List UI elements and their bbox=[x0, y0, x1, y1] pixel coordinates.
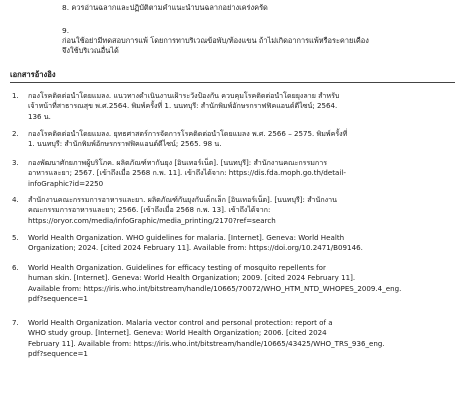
reference-number: 6. bbox=[12, 263, 19, 272]
heading-divider bbox=[10, 82, 455, 83]
reference-number: 1. bbox=[12, 91, 19, 100]
top-item-8 bbox=[62, 3, 268, 13]
reference-item-3 bbox=[12, 158, 456, 189]
reference-text: กองพัฒนาศักยภาพผู้บริโภค. ผลิตภัณฑ์ทากันยุง [อินเทอร์เน็ต]. [นนทบุรี]: สำนักงานคณะกรรมการ อาหารและยา; 2567. [เข้าถึงเมื่อ 2568 ก.พ. 11]. เข้าถึงได้จาก: https://dis.fda.moph.go.th/detail- infoGraphic?id=2250 bbox=[28, 158, 346, 188]
reference-item-4 bbox=[12, 195, 456, 226]
reference-item-2 bbox=[12, 129, 456, 150]
reference-text: World Health Organization. WHO guidelines for malaria. [Internet]. Geneva: World Health Organization; 2024. [cited 2024 February 11]. Available from: https://doi.org/10.2471/B09146. bbox=[28, 233, 363, 253]
reference-number: 4. bbox=[12, 195, 19, 204]
reference-number: 2. bbox=[12, 129, 19, 138]
reference-text: กองโรคติดต่อนำโดยแมลง. ยุทธศาสตร์การจัดการโรคติดต่อนำโดยแมลง พ.ศ. 2566 – 2575. พิมพ์ครั้งที่ 1. นนทบุรี: สำนักพิมพ์อักษรกราฟฟิคแอนด์ดีไซน์; 2565. 98 น. bbox=[28, 129, 348, 149]
reference-number: 7. bbox=[12, 318, 19, 327]
reference-text: World Health Organization. Guidelines for efficacy testing of mosquito repellents for human skin. [Internet]. Geneva: World Health Organization; 2009. [cited 2024 February 11]. Available from: https://iris.who.int/bitstream/handle/10665/70072/WHO_HTM_NTD_WHOPES_2009.4_eng. pdf?sequence=1 bbox=[28, 263, 402, 303]
reference-number: 3. bbox=[12, 158, 19, 167]
top-item-9 bbox=[62, 16, 454, 56]
references-heading: เอกสารอ้างอิง bbox=[10, 70, 56, 79]
top-item-8-number: 8. bbox=[62, 3, 70, 12]
reference-text: World Health Organization. Malaria vector control and personal protection: report of a WHO study group. [Internet]. Geneva: World Health Organization; 2006. [cited 2024 February 11]. Available from: https://iris.who.int/bitstream/handle/10665/43425/WHO_TRS_936_eng. pdf?sequence=1 bbox=[28, 318, 385, 358]
reference-item-7 bbox=[12, 318, 456, 359]
top-item-9-text: ก่อนใช้อย่ามีทดสอบการแพ้ โดยการทาบริเวณข้อพับ/ท้องแขน ถ้าไม่เกิดอาการแพ้หรือระคายเคือง จึงใช้บริเวณอื่นได้ bbox=[62, 36, 369, 55]
reference-item-1 bbox=[12, 91, 456, 122]
top-item-9-number: 9. bbox=[62, 26, 70, 35]
top-item-8-text: ควรอ่านฉลากและปฏิบัติตามคำแนะนำบนฉลากอย่างเคร่งครัด bbox=[71, 3, 268, 12]
reference-text: สำนักงานคณะกรรมการอาหารและยา. ผลิตภัณฑ์กันยุงกับเด็กเล็ก [อินเทอร์เน็ต]. [นนทบุรี]: สำนักงาน คณะกรรมการอาหารและยา; 2566. [เข้าถึงเมื่อ 2568 ก.พ. 13]. เข้าถึงได้จาก: https://oryor.com/media/infoGraphic/media_printing/2170?ref=search bbox=[28, 195, 337, 225]
reference-item-5 bbox=[12, 233, 456, 254]
reference-text: กองโรคติดต่อนำโดยแมลง. แนวทางดำเนินงานเฝ้าระวังป้องกัน ควบคุมโรคติดต่อนำโดยยุงลาย สำหรับ เจ้าหน้าที่สาธารณสุข พ.ศ.2564. พิมพ์ครั้งที่ 1. นนทบุรี: สำนักพิมพ์อักษรกราฟฟิคแอนด์ดีไซน์; 2564. 136 น. bbox=[28, 91, 340, 121]
reference-item-6 bbox=[12, 263, 456, 304]
reference-number: 5. bbox=[12, 233, 19, 242]
